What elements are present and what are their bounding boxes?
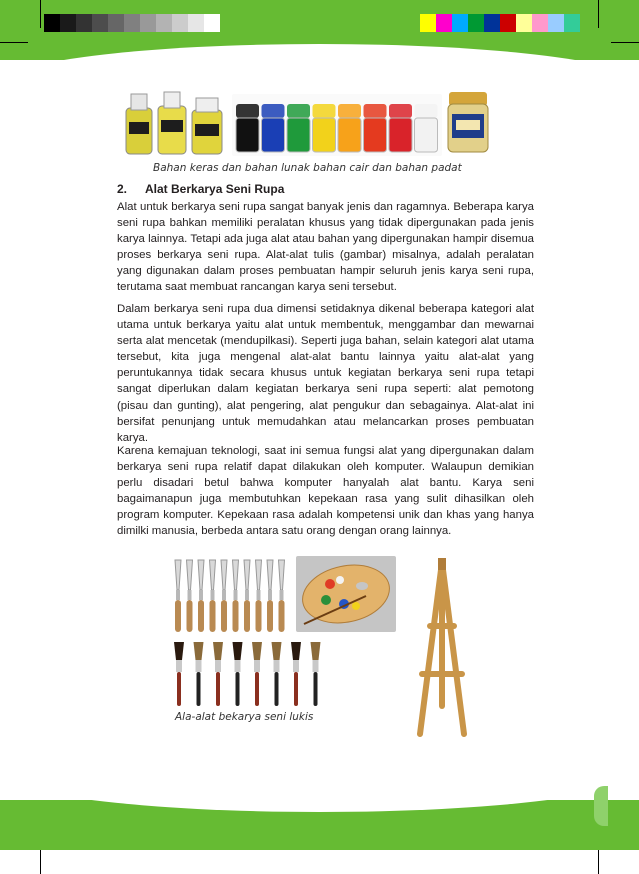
color-swatch: [92, 14, 108, 32]
color-swatch: [484, 14, 500, 32]
paint-jar-icon: [313, 104, 336, 152]
paint-brush-icon: [291, 642, 301, 706]
crop-mark: [40, 846, 41, 874]
palette-knife-icon: [221, 560, 227, 632]
paint-brush-icon: [194, 642, 204, 706]
color-swatch: [500, 14, 516, 32]
crop-mark: [611, 42, 639, 43]
crop-mark: [0, 42, 28, 43]
cmyk-color-bar: [420, 14, 580, 32]
section-number: 2.: [117, 182, 128, 196]
paragraph: Dalam berkarya seni rupa dua dimensi setidaknya dikenal beberapa kategori alat utama untuk berkarya yaitu alat untuk membentuk, menggambar dan mewarnai serta alat mencetak (mendupilkasi). Seperti juga bahan, selain kategori alat utama tersebut, kita juga mengenal alat-alat bantu lainnya yaitu alat-alat yang peruntukannya tidak secara khusus untuk kegiatan berkarya seni rupa tetapi sangat diperlukan dalam kegiatan berkarya seni rupa seperti: alat pemotong (pisau dan gunting), alat pengering, alat pengukur dan sebagainya. Alat-alat ini bersifat penunjang untuk memudahkan atau melancarkan proses pembuatan karya.: [117, 303, 534, 444]
paint-brush-icon: [213, 642, 223, 706]
crop-mark: [598, 0, 599, 28]
color-swatch: [532, 14, 548, 32]
paint-brushes-photo: [165, 640, 325, 708]
crop-mark: [598, 846, 599, 874]
varnish-jar-photo: [446, 88, 490, 154]
palette-knife-icon: [244, 560, 250, 632]
color-swatch: [140, 14, 156, 32]
palette-knife-icon: [198, 560, 204, 632]
page-tab: [594, 786, 608, 826]
paint-brush-icon: [311, 642, 321, 706]
color-swatch: [436, 14, 452, 32]
paint-jar-icon: [389, 104, 412, 152]
palette-knife-icon: [256, 560, 262, 632]
palette-knife-icon: [175, 560, 181, 632]
paint-jar-icon: [262, 104, 285, 152]
color-swatch: [204, 14, 220, 32]
easel-photo: [410, 556, 474, 738]
palette-knife-icon: [187, 560, 193, 632]
paint-jar-icon: [338, 104, 361, 152]
palette-knives-photo: [165, 556, 290, 634]
paragraph: Karena kemajuan teknologi, saat ini semua fungsi alat yang dipergunakan dalam berkarya seni rupa relatif dapat dilakukan oleh komputer. Walaupun demikian perlu disadari betul bahwa komputer hanyalah alat bantu. Karya seni bagaimanapun juga membutuhkan kepekaan rasa yang sulit dihasilkan oleh program komputer. Kepekaan rasa adalah kompetensi unik dan khas yang hanya dimilki manusia, berbeda antara satu orang dengan orang lainnya.: [117, 445, 534, 538]
palette-knife-icon: [279, 560, 285, 632]
footer-band: [0, 800, 639, 850]
paint-jar-icon: [287, 104, 310, 152]
color-swatch: [124, 14, 140, 32]
paint-jar-icon: [364, 104, 387, 152]
bottle-icon: [192, 98, 222, 154]
color-swatch: [76, 14, 92, 32]
grayscale-color-bar: [44, 14, 220, 32]
paint-brush-icon: [174, 642, 184, 706]
color-swatch: [60, 14, 76, 32]
color-swatch: [452, 14, 468, 32]
figure-caption: Ala-alat bekarya seni lukis: [175, 711, 314, 723]
section-heading: [117, 182, 284, 196]
paint-jar-icon: [415, 104, 438, 152]
palette-knife-icon: [267, 560, 273, 632]
paint-brush-icon: [272, 642, 282, 706]
palette-knife-icon: [210, 560, 216, 632]
color-swatch: [516, 14, 532, 32]
color-swatch: [172, 14, 188, 32]
paint-palette-photo: [296, 556, 396, 632]
section-title: Alat Berkarya Seni Rupa: [145, 182, 285, 196]
color-swatch: [468, 14, 484, 32]
color-swatch: [156, 14, 172, 32]
paint-brush-icon: [252, 642, 262, 706]
medium-bottles-photo: [118, 88, 228, 158]
crop-mark: [40, 0, 41, 28]
figure-caption: Bahan keras dan bahan lunak bahan cair dan bahan padat: [153, 162, 462, 174]
palette-knife-icon: [233, 560, 239, 632]
paint-jars-photo: [232, 94, 442, 156]
color-swatch: [420, 14, 436, 32]
color-swatch: [188, 14, 204, 32]
color-swatch: [564, 14, 580, 32]
paragraph: Alat untuk berkarya seni rupa sangat banyak jenis dan ragamnya. Beberapa karya seni rupa bahkan memiliki peralatan khusus yang tidak dipergunakan pada jenis karya lainnya. Tetapi ada juga alat atau bahan yang dipergunakan hampir disemua proses berkarya seni rupa. Alat-alat tulis (gambar) misalnya, adalah peralatan yang digunakan dalam proses pembuatan hampir seluruh jenis karya seni rupa, terutama saat membuat rancangan karya seni tersebut.: [117, 201, 534, 294]
color-swatch: [108, 14, 124, 32]
paint-brush-icon: [233, 642, 243, 706]
color-swatch: [44, 14, 60, 32]
color-swatch: [548, 14, 564, 32]
paint-jar-icon: [236, 104, 259, 152]
